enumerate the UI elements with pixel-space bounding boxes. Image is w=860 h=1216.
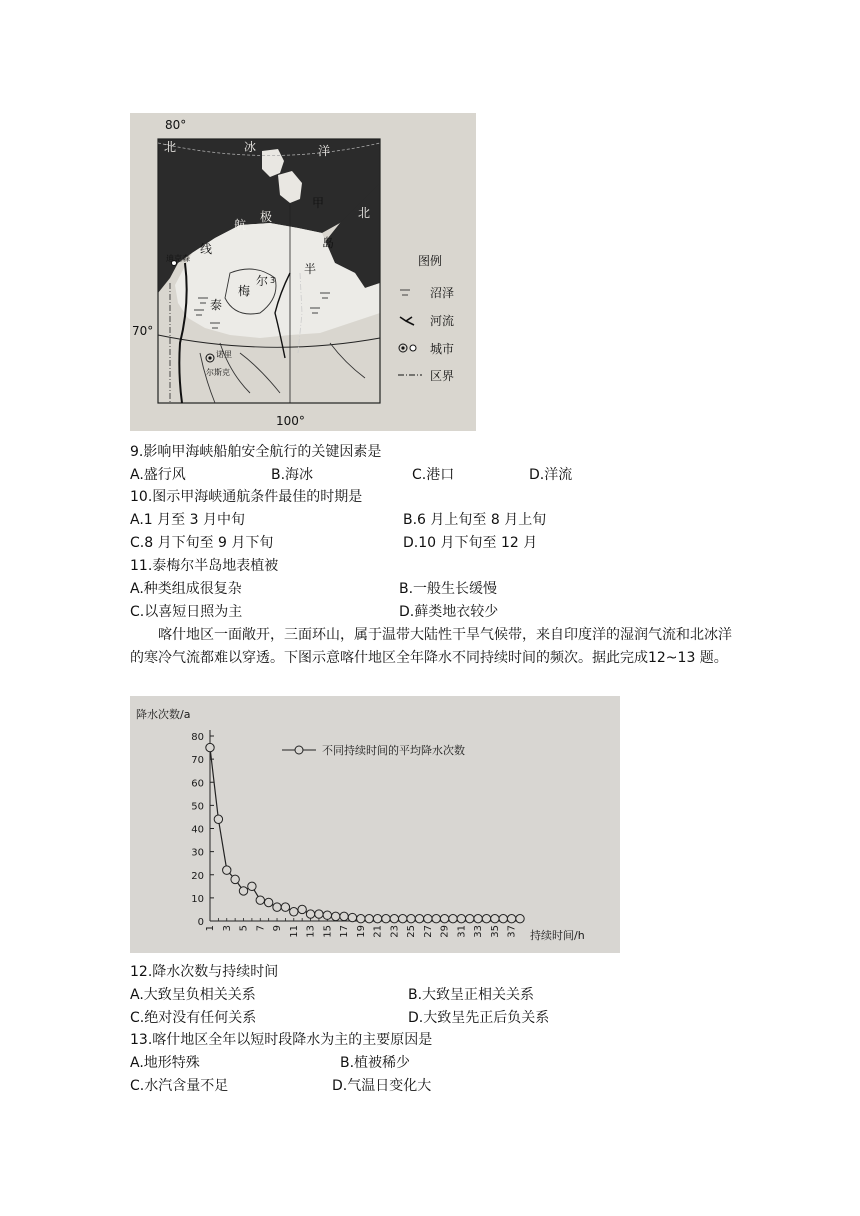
q9-stem: 9.影响甲海峡船舶安全航行的关键因素是 [130,444,382,460]
data-point [382,914,390,922]
y-tick-label: 40 [191,824,204,836]
river-mark: 3 [270,276,276,285]
x-tick-label: 11 [288,925,300,938]
data-point [440,914,448,922]
legend-city-dot [401,346,404,349]
city-norilsk-label-2: 尔斯克 [206,368,230,377]
q9-option-a: A.盛行风 [130,467,186,483]
x-tick-label: 35 [489,925,501,938]
q9-option-b: B.海冰 [271,467,314,483]
data-point [407,914,415,922]
q10-option-d: D.10 月下旬至 12 月 [403,535,538,551]
legend-river-label: 河流 [430,314,455,328]
x-tick-label: 15 [322,925,334,938]
q13-option-c: C.水汽含量不足 [130,1078,229,1094]
x-tick-label: 33 [473,925,485,938]
y-tick-label: 30 [191,847,204,859]
route-char-3: 线 [200,242,213,256]
x-tick-label: 21 [372,925,384,938]
x-tick-label: 29 [439,925,451,938]
data-point [340,912,348,920]
data-point [298,905,306,913]
x-tick-label: 27 [422,925,434,938]
city-norilsk-label-1: 诺里 [216,350,232,359]
q13-option-d: D.气温日变化大 [332,1078,432,1094]
legend-boundary-label: 区界 [430,369,455,383]
y-tick-label: 0 [197,917,204,928]
data-point [432,914,440,922]
y-tick-label: 70 [191,755,204,767]
data-point [449,914,457,922]
legend-marker [295,746,303,754]
lat-70-label: 70° [132,324,154,338]
q10-option-b: B.6 月上旬至 8 月上旬 [403,512,547,528]
y-tick-label: 60 [191,778,204,790]
q10-option-c: C.8 月下旬至 9 月下旬 [130,535,274,551]
data-point [390,914,398,922]
precipitation-chart [130,696,620,953]
x-tick-label: 37 [506,925,518,938]
q10-option-a: A.1 月至 3 月中旬 [130,512,245,528]
taymyr-map [130,113,476,431]
data-point [281,903,289,911]
data-point [206,743,214,751]
q10-stem: 10.图示甲海峡通航条件最佳的时期是 [130,489,363,505]
river-4 [240,353,280,393]
q11-option-b: B.一般生长缓慢 [399,581,498,597]
data-point [482,914,490,922]
lat-80-label: 80° [165,118,187,132]
y-tick-label: 50 [191,801,204,813]
data-point [264,898,272,906]
data-point [424,914,432,922]
legend-marsh-symbol [400,290,410,295]
city-dikson-label: 迪克森 [166,254,190,263]
data-point [306,910,314,918]
y-tick-label: 10 [191,893,204,905]
legend-marsh-label: 沼泽 [430,286,455,300]
y-tick-label: 80 [191,732,204,743]
q11-option-a: A.种类组成很复杂 [130,581,242,597]
x-tick-label: 23 [389,925,401,938]
data-point [415,914,423,922]
legend-title: 图例 [418,254,443,268]
data-point [499,914,507,922]
x-tick-label: 9 [272,925,284,932]
map-figure [130,113,476,431]
q12-option-b: B.大致呈正相关关系 [408,987,535,1003]
data-point [507,914,515,922]
strait-char-2: 北 [358,206,371,220]
data-point [491,914,499,922]
sea-char-1: 北 [164,140,177,154]
x-tick-label: 1 [205,925,216,932]
strait-char-1: 甲 [312,196,325,210]
river-6 [330,343,365,378]
data-point [231,875,239,883]
chart-figure [130,696,620,953]
q13-stem: 13.喀什地区全年以短时段降水为主的主要原因是 [130,1032,433,1048]
data-point [290,908,298,916]
data-point [466,914,474,922]
route-char-1: 极 [260,210,273,224]
q9-option-c: C.港口 [412,467,455,483]
x-axis-label: 持续时间/h [530,929,585,942]
x-tick-label: 7 [255,925,267,932]
data-point [331,912,339,920]
data-point [457,914,465,922]
x-tick-label: 31 [456,925,468,938]
legend-city-symbol-2 [410,345,416,351]
q13-option-a: A.地形特殊 [130,1055,200,1071]
data-point [474,914,482,922]
x-tick-label: 17 [339,925,351,938]
q11-option-d: D.藓类地衣较少 [399,604,499,620]
data-point [239,887,247,895]
x-tick-label: 25 [406,925,418,938]
sea-char-3: 洋 [318,144,331,158]
data-point [323,911,331,919]
x-tick-label: 3 [221,925,233,932]
data-point [223,866,231,874]
chart-series [206,743,524,923]
city-norilsk-dot [208,356,211,359]
x-tick-label: 5 [238,925,250,932]
passage-text: 喀什地区一面敞开，三面环山，属于温带大陆性干旱气候带，来自印度洋的湿润气流和北冰洋的寒冷气流都难以穿透。下图示意喀什地区全年降水不同持续时间的频次。据此完成12~13 题。 [130,627,732,666]
data-point [256,896,264,904]
data-point [348,913,356,921]
legend-river-symbol [400,317,414,325]
data-point [373,914,381,922]
legend-label: 不同持续时间的平均降水次数 [322,744,465,757]
data-point [365,914,373,922]
q12-stem: 12.降水次数与持续时间 [130,964,279,980]
data-point [273,903,281,911]
q11-stem: 11.泰梅尔半岛地表植被 [130,558,279,574]
region-char-3: 泰 [210,298,223,312]
q12-option-d: D.大致呈先正后负关系 [408,1010,550,1026]
q11-option-c: C.以喜短日照为主 [130,604,243,620]
series-line [210,748,520,919]
y-axis-label: 降水次数/a [136,708,191,721]
data-point [315,910,323,918]
y-tick-label: 20 [191,870,204,882]
data-point [214,815,222,823]
route-char-2: 航 [234,218,247,232]
data-point [357,914,365,922]
x-tick-label: 13 [305,925,317,938]
data-point [516,914,524,922]
peninsula-char-2: 半 [304,262,317,276]
peninsula-char-1: 岛 [322,236,335,250]
sea-char-2: 冰 [244,140,257,154]
q12-option-a: A.大致呈负相关关系 [130,987,256,1003]
q13-option-b: B.植被稀少 [340,1055,411,1071]
chart-legend [282,743,465,757]
chart-axes [191,730,520,938]
x-tick-label: 19 [355,925,367,938]
region-char-1: 尔 [256,274,269,288]
q12-option-c: C.绝对没有任何关系 [130,1010,257,1026]
data-point [248,882,256,890]
lon-100-label: 100° [276,414,305,428]
q9-option-d: D.洋流 [529,467,573,483]
region-char-2: 梅 [238,284,251,298]
legend-city-label: 城市 [430,342,455,356]
map-legend [398,253,454,383]
data-point [399,914,407,922]
